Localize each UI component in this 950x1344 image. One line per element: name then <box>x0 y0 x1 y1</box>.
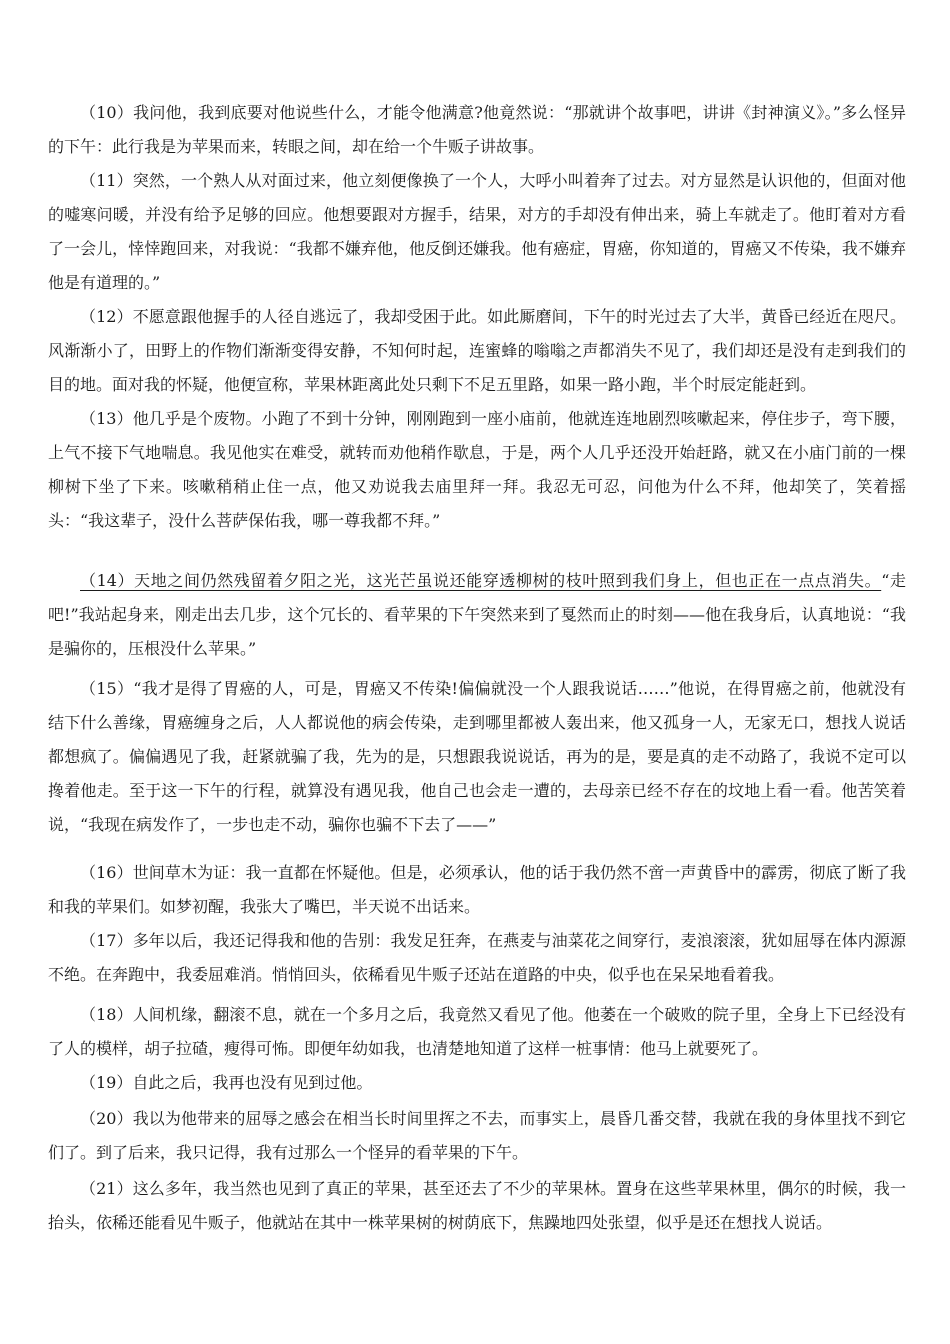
paragraph-13: （13）他几乎是个废物。小跑了不到十分钟，刚刚跑到一座小庙前，他就连连地剧烈咳嗽起来，停住步子，弯下腰，上气不接下气地喘息。我见他实在难受，就转而劝他稍作歇息，于是，两个人几乎还没开始赶路，就又在小庙门前的一棵柳树下坐了下来。咳嗽稍稍止住一点，他又劝说我去庙里拜一拜。我忍无可忍，问他为什么不拜，他却笑了，笑着摇头：“我这辈子，没什么菩萨保佑我，哪一尊我都不拜。” <box>48 409 906 530</box>
paragraph-12: （12）不愿意跟他握手的人径自逃远了，我却受困于此。如此厮磨间，下午的时光过去了大半，黄昏已经近在咫尺。风渐渐小了，田野上的作物们渐渐变得安静，不知何时起，连蜜蜂的嗡嗡之声都消失不见了，我们却还是没有走到我们的目的地。面对我的怀疑，他便宣称，苹果林距离此处只剩下不足五里路，如果一路小跑，半个时辰定能赶到。 <box>48 307 906 394</box>
paragraph-18: （18）人间机缘，翻滚不息，就在一个多月之后，我竟然又看见了他。他萎在一个破败的院子里，全身上下已经没有了人的模样，胡子拉碴，瘦得可怖。即便年幼如我，也清楚地知道了这样一桩事情：他马上就要死了。 <box>48 1005 906 1058</box>
paragraph-15: （15）“我才是得了胃癌的人，可是，胃癌又不传染!偏偏就没一个人跟我说话……”他说，在得胃癌之前，他就没有结下什么善缘，胃癌缠身之后，人人都说他的病会传染，走到哪里都被人轰出来，他又孤身一人，无家无口，想找人说话都想疯了。偏偏遇见了我，赶紧就骗了我，先为的是，只想跟我说说话，再为的是，要是真的走不动路了，我说不定可以搀着他走。至于这一下午的行程，就算没有遇见我，他自己也会走一遭的，去母亲已经不存在的坟地上看一看。他苦笑着说，“我现在病发作了，一步也走不动，骗你也骗不下去了——” <box>48 679 906 834</box>
paragraph-14 <box>48 564 906 666</box>
paragraph-19: （19）自此之后，我再也没有见到过他。 <box>80 1073 373 1092</box>
underlined-sentence: （14）天地之间仍然残留着夕阳之光，这光芒虽说还能穿透柳树的枝叶照到我们身上，但也正在一点点消失。 <box>80 571 882 590</box>
paragraph-20: （20）我以为他带来的屈辱之感会在相当长时间里挥之不去，而事实上，晨昏几番交替，我就在我的身体里找不到它们了。到了后来，我只记得，我有过那么一个怪异的看苹果的下午。 <box>48 1109 906 1162</box>
paragraph-10: （10）我问他，我到底要对他说些什么，才能令他满意?他竟然说：“那就讲个故事吧，讲讲《封神演义》。”多么怪异的下午：此行我是为苹果而来，转眼之间，却在给一个牛贩子讲故事。 <box>48 103 906 156</box>
paragraph-11: （11）突然，一个熟人从对面过来，他立刻便像换了一个人，大呼小叫着奔了过去。对方显然是认识他的，但面对他的嘘寒问暖，并没有给予足够的回应。他想要跟对方握手，结果，对方的手却没有伸出来，骑上车就走了。他盯着对方看了一会儿，悻悻跑回来，对我说：“我都不嫌弃他，他反倒还嫌我。他有癌症，胃癌，你知道的，胃癌又不传染，我不嫌弃他是有道理的。” <box>48 171 906 292</box>
paragraph-17: （17）多年以后，我还记得我和他的告别：我发足狂奔，在燕麦与油菜花之间穿行，麦浪滚滚，犹如屈辱在体内源源不绝。在奔跑中，我委屈难消。悄悄回头，依稀看见牛贩子还站在道路的中央，似乎也在呆呆地看着我。 <box>48 931 906 984</box>
paragraph-14-rest: “走吧!”我站起身来，刚走出去几步，这个冗长的、看苹果的下午突然来到了戛然而止的时刻——他在我身后，认真地说：“我是骗你的，压根没什么苹果。” <box>48 571 906 658</box>
paragraph-16: （16）世间草木为证：我一直都在怀疑他。但是，必须承认，他的话于我仍然不啻一声黄昏中的霹雳，彻底了断了我和我的苹果们。如梦初醒，我张大了嘴巴，半天说不出话来。 <box>48 863 906 916</box>
paragraph-21: （21）这么多年，我当然也见到了真正的苹果，甚至还去了不少的苹果林。置身在这些苹果林里，偶尔的时候，我一抬头，依稀还能看见牛贩子，他就站在其中一株苹果树的树荫底下，焦躁地四处张望，似乎是还在想找人说话。 <box>48 1179 906 1232</box>
